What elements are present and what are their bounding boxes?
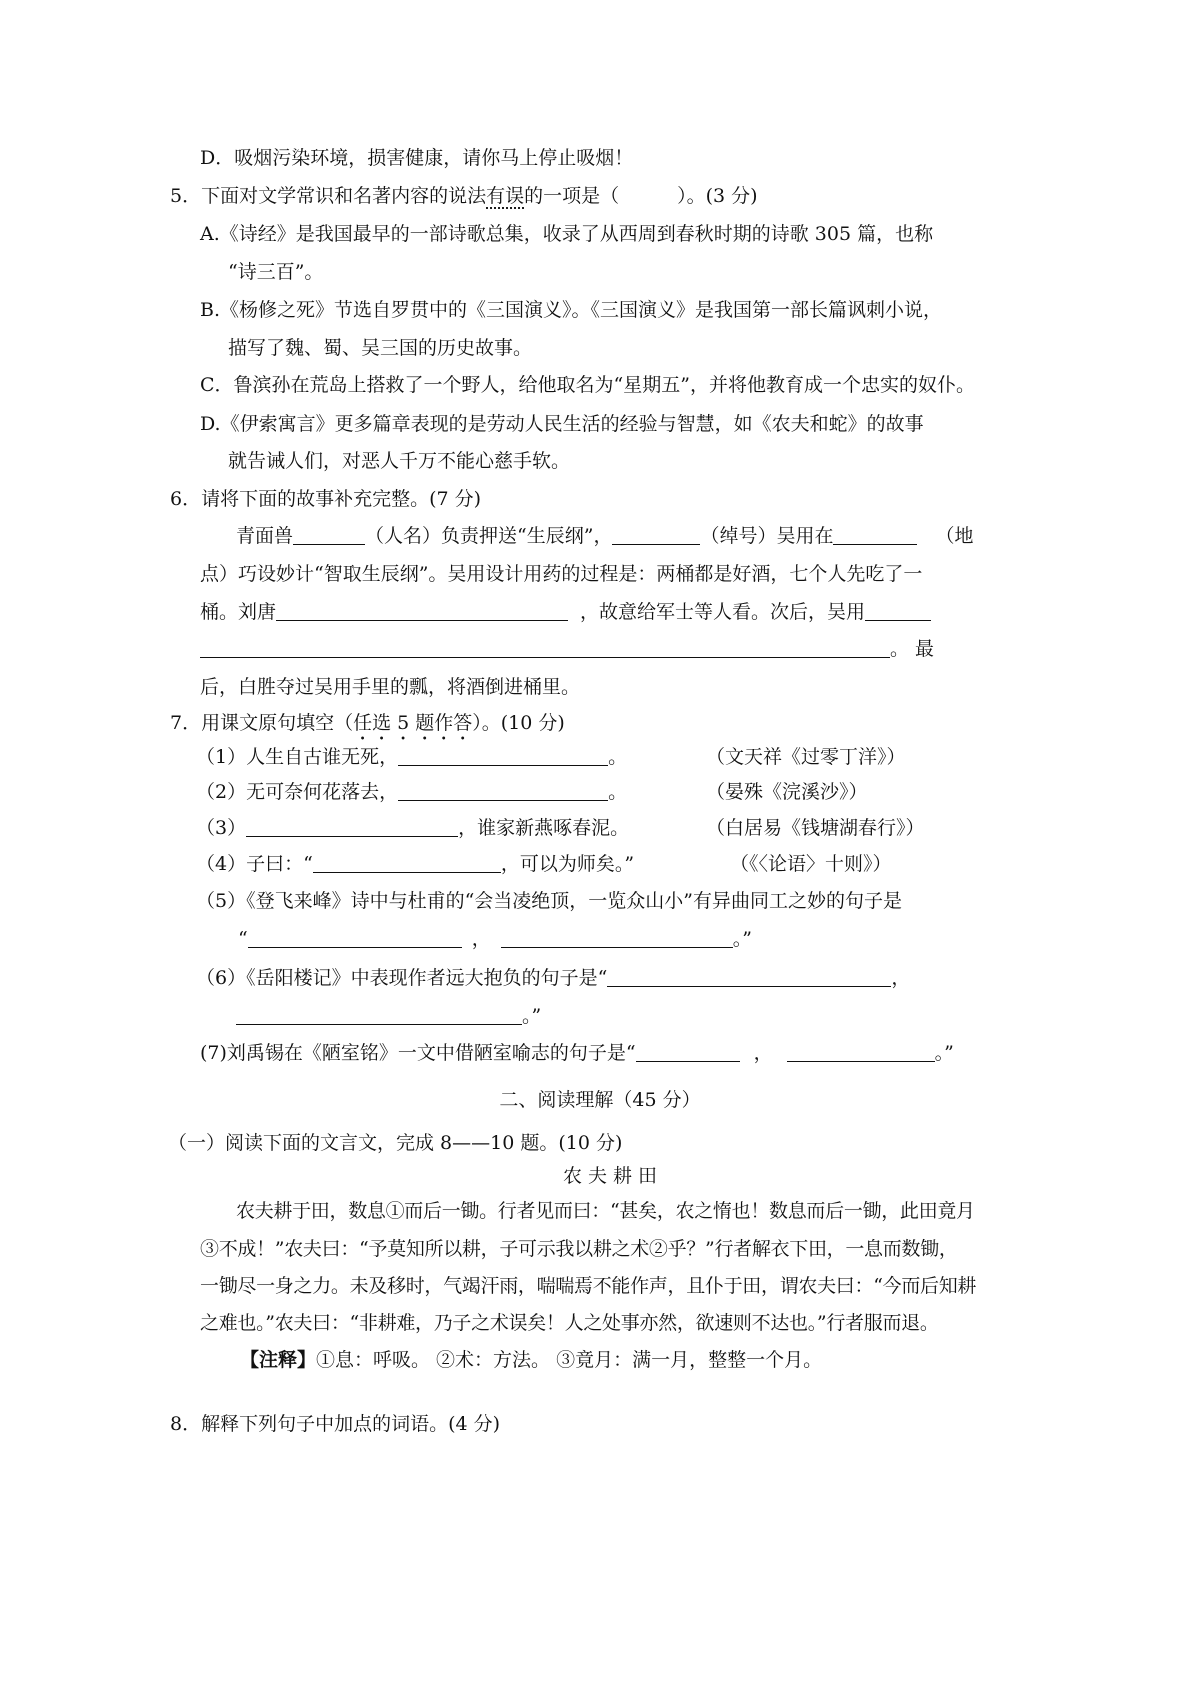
q6-line3 xyxy=(200,599,931,625)
q7-item3-a: （3） xyxy=(196,817,247,839)
q7-item2-a: （2）无可奈何花落去， xyxy=(196,781,399,803)
q6-line1-b: （人名）负责押送“生辰纲”， xyxy=(365,525,613,547)
q5-stem-emph: 有误 xyxy=(486,185,525,207)
q6-blank-liutang[interactable] xyxy=(276,600,568,621)
q5-option-a-line1: A.《诗经》是我国最早的一部诗歌总集，收录了从西周到春秋时期的诗歌 305 篇，也称 xyxy=(200,223,934,245)
q6-line1-c: （绰号）吴用在 xyxy=(700,525,834,547)
q7-item4-blank[interactable] xyxy=(313,852,501,873)
q6-blank-wuyong-cont[interactable] xyxy=(200,637,890,658)
q6-line3-a: 桶。刘唐 xyxy=(200,601,277,623)
q7-item5-line2 xyxy=(238,926,752,952)
q7-item4-a: （4）子曰：“ xyxy=(196,853,313,875)
q7-item4-source: （《〈论语〉十则》） xyxy=(730,853,892,875)
q7-item7-c: 。” xyxy=(934,1042,954,1064)
q6-line3-b: ，故意给军士等人看。次后，吴用 xyxy=(580,601,866,623)
q7-item7-b: ， xyxy=(753,1042,773,1064)
q7-item2-blank[interactable] xyxy=(398,780,608,801)
q7-item3-source: （白居易《钱塘湖春行》） xyxy=(706,817,925,839)
q7-item1-b: 。 xyxy=(608,746,628,768)
q5-option-d-line1: D.《伊索寓言》更多篇章表现的是劳动人民生活的经验与智慧，如《农夫和蛇》的故事 xyxy=(200,413,924,435)
q7-item3-blank[interactable] xyxy=(246,816,458,837)
passage-notes xyxy=(240,1347,822,1373)
q7-item7-blank1[interactable] xyxy=(636,1041,740,1062)
q7-item2 xyxy=(196,779,627,805)
q6-blank-name[interactable] xyxy=(293,524,365,545)
q7-item6-blank2[interactable] xyxy=(236,1004,522,1025)
notes-text: ①息：呼吸。 ②术：方法。 ③竟月：满一月，整整一个月。 xyxy=(316,1349,823,1371)
q6-line1-a: 青面兽 xyxy=(236,525,294,547)
q7-item3 xyxy=(196,815,629,841)
q6-line4-end: 。 最 xyxy=(890,638,935,660)
q4-option-d: D．吸烟污染环境，损害健康，请你马上停止吸烟！ xyxy=(200,147,634,169)
q5-stem xyxy=(170,183,758,209)
q7-item5-a: “ xyxy=(238,928,248,950)
q7-item4 xyxy=(196,851,634,877)
section2-title: 二、阅读理解（45 分） xyxy=(499,1089,701,1111)
passage-line2: ③不成！”农夫曰：“予莫知所以耕，子可示我以耕之术②乎？”行者解衣下田，一息而数锄， xyxy=(200,1238,958,1260)
passage-line4: 之难也。”农夫曰：“非耕难，乃子之术误矣！人之处事亦然，欲速则不达也。”行者服而退。 xyxy=(200,1312,939,1334)
q7-item4-b: ，可以为师矣。” xyxy=(500,853,635,875)
passage-title: 农 夫 耕 田 xyxy=(562,1165,658,1187)
q5-option-a-line2: “诗三百”。 xyxy=(228,261,324,283)
q6-line1-d: （地 xyxy=(935,525,974,547)
q6-line1 xyxy=(236,523,973,549)
passage-line3: 一锄尽一身之力。未及移时，气竭汗雨，喘喘焉不能作声，且仆于田，谓农夫曰：“今而后知耕 xyxy=(200,1275,977,1297)
q7-item6-a: （6）《岳阳楼记》中表现作者远大抱负的句子是“ xyxy=(196,967,608,989)
q7-item5-b: ， xyxy=(471,928,491,950)
q6-line2: 点）巧设妙计“智取生辰纲”。吴用设计用药的过程是：两桶都是好酒，七个人先吃了一 xyxy=(200,563,923,585)
q7-item2-source: （晏殊《浣溪沙》） xyxy=(706,781,868,803)
q7-stem-b: ）。(10 分) xyxy=(472,712,565,734)
q7-item1-a: （1）人生自古谁无死， xyxy=(196,746,399,768)
q7-item6-line2 xyxy=(236,1003,541,1029)
q7-item6-blank1[interactable] xyxy=(607,966,891,987)
q7-item7-blank2[interactable] xyxy=(787,1041,935,1062)
q7-item7-a: (7)刘禹锡在《陋室铭》一文中借陋室喻志的句子是“ xyxy=(200,1042,636,1064)
q7-item5-c: 。” xyxy=(732,928,752,950)
q5-stem-b: 的一项是（ xyxy=(524,185,620,207)
q7-stem-a: 7．用课文原句填空（ xyxy=(170,712,354,734)
q7-item6-c: 。” xyxy=(522,1005,542,1027)
q7-item6-b: ， xyxy=(891,967,911,989)
q7-item1-blank[interactable] xyxy=(398,745,608,766)
q7-stem xyxy=(170,710,565,745)
q7-item5-line1: （5）《登飞来峰》诗中与杜甫的“会当凌绝顶，一览众山小”有异曲同工之妙的句子是 xyxy=(196,890,903,912)
q7-item5-blank1[interactable] xyxy=(248,927,462,948)
q6-stem: 6．请将下面的故事补充完整。(7 分) xyxy=(170,488,482,510)
q5-stem-a: 5．下面对文学常识和名著内容的说法 xyxy=(170,185,487,207)
q5-option-b-line2: 描写了魏、蜀、吴三国的历史故事。 xyxy=(228,337,533,359)
q7-item7 xyxy=(200,1040,954,1066)
passage-line1: 农夫耕于田，数息①而后一锄。行者见而曰：“甚矣，农之惰也！数息而后一锄，此田竟月 xyxy=(236,1200,975,1222)
q5-option-c: C．鲁滨孙在荒岛上搭救了一个野人，给他取名为“星期五”，并将他教育成一个忠实的奴仆。 xyxy=(200,374,975,396)
q5-option-b-line1: B.《杨修之死》节选自罗贯中的《三国演义》。《三国演义》是我国第一部长篇讽刺小说， xyxy=(200,299,943,321)
q6-blank-nickname[interactable] xyxy=(612,524,700,545)
q7-item1 xyxy=(196,744,627,770)
q5-stem-c: ）。(3 分) xyxy=(677,185,758,207)
q5-option-d-line2: 就告诫人们，对恶人千万不能心慈手软。 xyxy=(228,450,571,472)
q7-stem-emph: 任选 5 题作答 xyxy=(353,712,473,734)
q6-blank-wuyong-start[interactable] xyxy=(865,600,931,621)
q7-item2-b: 。 xyxy=(608,781,628,803)
q7-item5-blank2[interactable] xyxy=(501,927,733,948)
notes-label: 【注释】 xyxy=(240,1349,317,1371)
q7-item6-line1 xyxy=(196,965,910,991)
section2-part1-heading: （一）阅读下面的文言文，完成 8——10 题。(10 分) xyxy=(168,1132,623,1154)
q6-line4 xyxy=(200,636,934,662)
q7-item1-source: （文天祥《过零丁洋》） xyxy=(706,746,906,768)
q6-line5: 后，白胜夺过吴用手里的瓢，将酒倒进桶里。 xyxy=(200,676,581,698)
q8-stem: 8．解释下列句子中加点的词语。(4 分) xyxy=(170,1413,501,1435)
q7-item3-b: ，谁家新燕啄春泥。 xyxy=(458,817,630,839)
q6-blank-place[interactable] xyxy=(833,524,917,545)
